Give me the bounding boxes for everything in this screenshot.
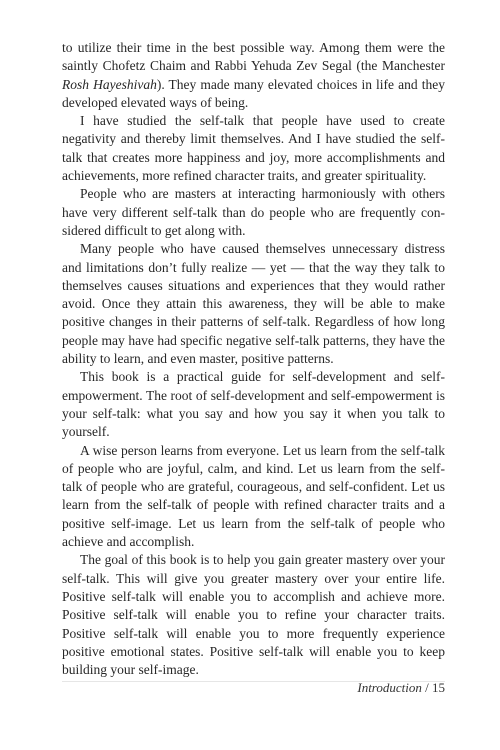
footer-separator: / — [421, 680, 432, 695]
paragraph: A wise person learns from everyone. Let us learn from the self-talk of people who are joyful, calm, and kind. Let us learn from the self-talk of people who are grateful, courageous, and self-confident. Let us learn from the self-talk of people with refined character traits and a positive self-image. Let us learn from the self-talk of people who achieve and accomplish. — [62, 442, 445, 550]
paragraph: I have studied the self-talk that people have used to create negativity and thereby limit themselves. And I have studied the self-talk that creates more happiness and joy, more accomplishments and achievements, more refined character traits, and greater spirituality. — [62, 113, 445, 184]
body-text — [62, 39, 445, 679]
paragraph-continuation — [62, 39, 445, 112]
running-footer — [357, 680, 445, 696]
paragraph: This book is a practical guide for self-development and self-empowerment. The root of self-development and self-empowerment is your self-talk: what you say and how you say it when you talk to yourself. — [62, 369, 445, 440]
paragraph: People who are masters at interacting harmoniously with others have very different self-talk than do people who are frequently considered difficult to get along with. — [62, 186, 445, 238]
paragraph: Many people who have caused themselves unnecessary distress and limitations don’t fully realize — yet — that the way they talk to themselves causes situations and experiences that they would rather avoid. Once they attain this awareness, they will be able to make positive changes in their patterns of self-talk. Regardless of how long people may have had specific negative self-talk patterns, they have the ability to learn, and even master, positive patterns. — [62, 241, 445, 367]
emphasis-span: Rosh Hayeshivah — [62, 76, 157, 92]
footer-section-title: Introduction — [357, 680, 422, 695]
paragraph: The goal of this book is to help you gain greater mastery over your self-talk. This will give you greater mastery over your entire life. Positive self-talk will enable you to accomplish and achieve more. Positive self-talk will enable you to refine your character traits. Positive self-talk will enable you to more frequently experience positive emotional states. Positive self-talk will enable you to keep building your self-image. — [62, 552, 445, 678]
text-span: ). They made many elevated choices in life and they developed elevated ways of being. — [62, 76, 445, 110]
page-number: 15 — [432, 680, 445, 695]
text-span: to utilize their time in the best possible way. Among them were the saintly Chofetz Chaim and Rabbi Yehuda Zev Segal (the Manchester — [62, 40, 445, 74]
